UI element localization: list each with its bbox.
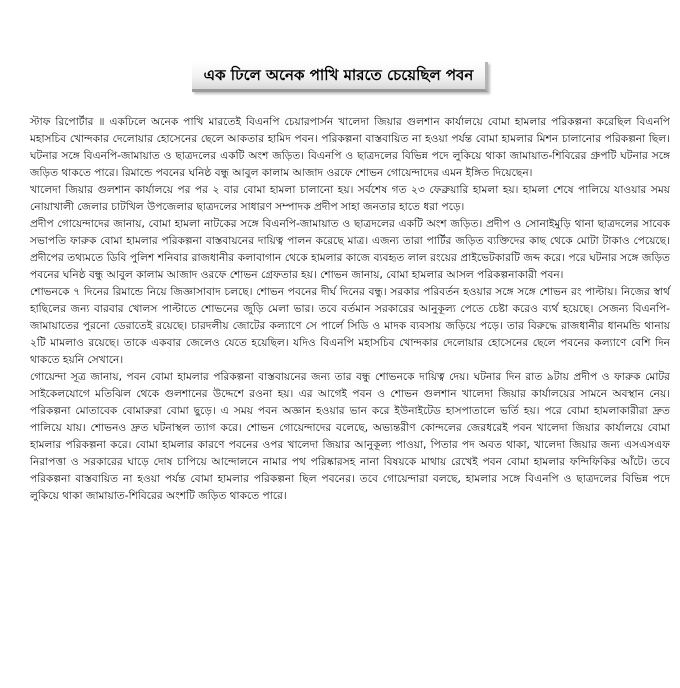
article-paragraph-3: প্রদীপ গোয়েন্দাদের জানায়, বোমা হামলা নাটকের সঙ্গে বিএনপি-জামায়াত ও ছাত্রদলের একটি অংশ জড়িত। প্রদীপ ও সোনাইমুড়ি থানা ছাত্রদলের সাবেক সভাপতি ফারুক বোমা হামলার পরিকল্পনা বাস্তবায়নের দায়িত্ব পালন করেছে মাত্র। এজন্য তারা পার্টির জড়িত ব্যক্তিদের কাছ থেকে মোটা টাকাও পেয়েছে। প্রদীপের তথ্যমতে ডিবি পুলিশ শনিবার রাজধানীর কলাবাগান থেকে হামলার কাজে ব্যবহৃত লাল রংয়ের প্রাইভেটকারটি জব্দ করে। পরে ঘটনার সঙ্গে জড়িত পবনের ঘনিষ্ঠ বন্ধু আবুল কালাম আজাদ ওরফে শোভন গ্রেফতার হয়। শোভন জানায়, বোমা হামলার আসল পরিকল্পনাকারী পবন। xyxy=(30,218,670,281)
article-paragraph-1: স্টাফ রিপোর্টার ॥ একঢিলে অনেক পাখি মারতেই বিএনপি চেয়ারপার্সন খালেদা জিয়ার গুলশান কার্যালয়ে বোমা হামলার পরিকল্পনা করেছিল বিএনপি মহাসচিব খোন্দকার দেলোয়ার হোসেনের ছেলে আকতার হামিদ পবন। পরিকল্পনা বাস্তবায়িত না হওয়া পর্যন্ত বোমা হামলার মিশন চালানোর পরিকল্পনা ছিল। ঘটনার সঙ্গে বিএনপি-জামায়াত ও ছাত্রদলের একটি অংশ জড়িত। বিএনপি ও ছাত্রদলের বিভিন্ন পদে লুকিয়ে থাকা জামায়াত-শিবিরের গ্রুপটি ঘটনার সঙ্গে জড়িত থাকতে পারে। রিমান্ডে পবনের ঘনিষ্ঠ বন্ধু আবুল কালাম আজাদ ওরফে শোভন গোয়েন্দাদের এমন ইঙ্গিত দিয়েছেন। xyxy=(30,116,670,179)
article-paragraph-5: গোয়েন্দা সূত্র জানায়, পবন বোমা হামলার পরিকল্পনা বাস্তবায়নের জন্য তার বন্ধু শোভনকে দায়িত্ব দেয়। ঘটনার দিন রাত ৯টায় প্রদীপ ও ফারুক মোটর সাইকেলযোগে মতিঝিল থেকে গুলশানের উদ্দেশে রওনা হয়। এর আগেই পবন ও শোভন গুলশান খালেদা জিয়ার কার্যালয়ের সামনে অবস্থান নেয়। পরিকল্পনা মোতাবেক বোমারুরা বোমা ছুড়ে। এ সময় পবন অজ্ঞান হওয়ার ভান করে ইউনাইটেড হাসপাতালে ভর্তি হয়। পরে বোমা হামলাকারীরা দ্রুত পালিয়ে যায়। শোভনও দ্রুত ঘটনাস্থল ত্যাগ করে। শোভন গোয়েন্দাদের বলেছে, অভ্যন্তরীণ কোন্দলের জেরধরেই পবন খালেদা জিয়ার কার্যালয়ে বোমা হামলার পরিকল্পনা করে। বোমা হামলার কারণে পবনের ওপর খালেদা জিয়ার আনুকূল্য পাওয়া, পিতার পদ অবত থাকা, খালেদা জিয়ার জন্য এসএসএফ নিরাপত্তা ও সরকারের ঘাড়ে দোষ চাপিয়ে আন্দোলনে নামার পথ পরিষ্কারসহ নানা বিষয়কে মাথায় রেখেই পবন বোমা হামলার ফন্দিফিকির আঁটে। তবে পরিকল্পনা বাস্তবায়িত না হওয়া পর্যন্ত বোমা হামলার পরিকল্পনা ছিল পবনের। তবে গোয়েন্দারা বলছে, হামলার সঙ্গে বিএনপি ও ছাত্রদলের বিভিন্ন পদে লুকিয়ে থাকা জামায়াত-শিবিরের অংশটি জড়িত থাকতে পারে। xyxy=(30,371,670,502)
article-paragraph-2: খালেদা জিয়ার গুলশান কার্যালয়ে পর পর ২ বার বোমা হামলা চালানো হয়। সর্বশেষ গত ২৩ ফেব্রুয়ারি হামলা হয়। হামলা শেষে পালিয়ে যাওয়ার সময় নোয়াখালী জেলার চাটখিল উপজেলার ছাত্রদলের সাধারণ সম্পাদক প্রদীপ সাহা জনতার হাতে ধরা পড়ে। xyxy=(30,184,670,213)
article-body xyxy=(30,114,670,505)
article-paragraph-4: শোভনকে ৭ দিনের রিমান্ডে নিয়ে জিজ্ঞাসাবাদ চলছে। শোভন পবনের দীর্ঘ দিনের বন্ধু। সরকার পরিবর্তন হওয়ার সঙ্গে সঙ্গে শোভন রং পাল্টায়। নিজের স্বার্থ হাছিলের জন্য বারবার খোলস পাল্টাতে শোভনের জুড়ি মেলা ভার। তবে বর্তমান সরকারের আনুকূল্য পেতে চেষ্টা করেও ব্যর্থ হয়েছে। সেজন্য বিএনপি-জামায়াতের পুরনো ডেরাতেই রয়েছে। চারদলীয় জোটের কল্যাণে সে পার্লে সিডি ও মাদক ব্যবসায় জড়িয়ে পড়ে। তার বিরুদ্ধে রাজধানীর ধানমন্ডি থানায় ২টি মামলাও রয়েছে। তাকে একবার জেলেও যেতে হয়েছিল। যদিও বিএনপি মহাসচিব খোন্দকার দেলোয়ার হোসেনের ছেলে পবনের কল্যাণে বেশি দিন থাকতে হয়নি সেখানে। xyxy=(30,286,670,366)
headline: এক ঢিলে অনেক পাখি মারতে চেয়েছিল পবন xyxy=(192,62,489,92)
headline-container xyxy=(0,62,680,92)
